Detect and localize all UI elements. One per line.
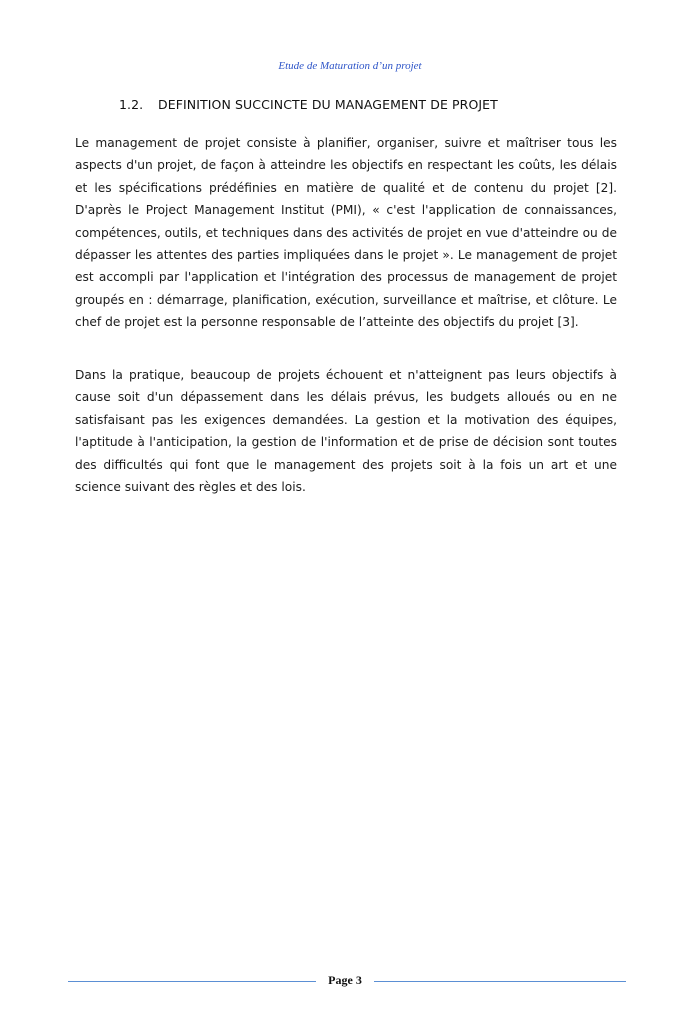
running-header: Etude de Maturation d’un projet — [278, 60, 422, 72]
section-number: 1.2. — [119, 97, 144, 112]
page-footer — [68, 972, 626, 992]
page-number: Page 3 — [328, 973, 362, 987]
paragraph-practice: Dans la pratique, beaucoup de projets échouent et n'atteignent pas leurs objectifs à cause soit d'un dépassement dans les délais prévus, les budgets alloués ou en ne satisfaisant pas les exigences demandées. La gestion et la motivation des équipes, l'aptitude à l'anticipation, la gestion de l'information et de prise de décision sont toutes des difficultés qui font que le management des projets soit à la fois un art et une science suivant des règles et des lois. — [75, 368, 617, 495]
section-title: DEFINITION SUCCINCTE DU MANAGEMENT DE PROJET — [158, 97, 498, 112]
section-heading — [119, 97, 498, 112]
footer-rule-right — [374, 981, 626, 982]
paragraph-definition: Le management de projet consiste à planifier, organiser, suivre et maîtriser tous les aspects d'un projet, de façon à atteindre les objectifs en respectant les coûts, les délais et les spécifications prédéfinies en matière de qualité et de contenu du projet [2]. D'après le Project Management Institut (PMI), « c'est l'application de connaissances, compétences, outils, et techniques dans des activités de projet en vue d'atteindre ou de dépasser les attentes des parties impliquées dans le projet ». Le management de projet est accompli par l'application et l'intégration des processus de management de projet groupés en : démarrage, planification, exécution, surveillance et maîtrise, et clôture. Le chef de projet est la personne responsable de l’atteinte des objectifs du projet [3]. — [75, 136, 617, 330]
footer-rule-left — [68, 981, 316, 982]
